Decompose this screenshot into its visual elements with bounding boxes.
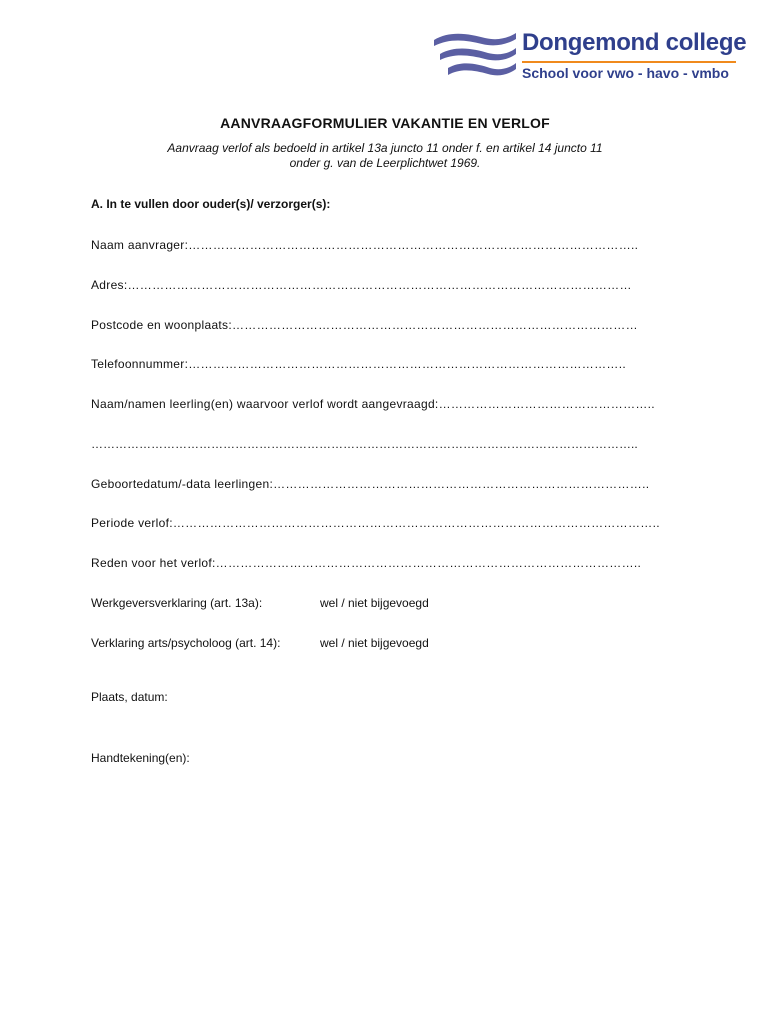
section-a-heading: A. In te vullen door ouder(s)/ verzorger(s):	[91, 197, 331, 211]
werkgeversverklaring-label: Werkgeversverklaring (art. 13a):	[91, 596, 263, 610]
logo-school-name: Dongemond college	[522, 29, 747, 56]
form-title: AANVRAAGFORMULIER VAKANTIE EN VERLOF	[220, 115, 550, 131]
plaats-datum-label: Plaats, datum:	[91, 690, 168, 704]
field-naam-aanvrager[interactable]: Naam aanvrager:………………………………………………………………………………………………..	[91, 238, 639, 252]
field-naam-leerling[interactable]: Naam/namen leerling(en) waarvoor verlof wordt aangevraagd:……………………………………………..	[91, 397, 655, 411]
wave-logo-icon	[430, 30, 518, 84]
field-reden-verlof[interactable]: Reden voor het verlof:…………………………………………………………………………………………..	[91, 556, 642, 570]
field-adres[interactable]: Adres:……………………………………………………………………………………………………………	[91, 278, 632, 292]
school-logo	[430, 28, 745, 84]
verklaring-arts-label: Verklaring arts/psycholoog (art. 14):	[91, 636, 281, 650]
logo-tagline: School voor vwo - havo - vmbo	[522, 65, 729, 81]
form-subtitle	[130, 141, 640, 171]
field-postcode-woonplaats[interactable]: Postcode en woonplaats:………………………………………………………………………………………	[91, 318, 638, 332]
field-geboortedatum[interactable]: Geboortedatum/-data leerlingen:………………………………………………………………………………..	[91, 477, 650, 491]
logo-accent-line	[522, 61, 736, 63]
verklaring-arts-choice[interactable]: wel / niet bijgevoegd	[320, 636, 429, 650]
werkgeversverklaring-choice[interactable]: wel / niet bijgevoegd	[320, 596, 429, 610]
handtekening-label: Handtekening(en):	[91, 751, 190, 765]
field-naam-leerling-extra-line[interactable]: ………………………………………………………………………………………………………………………..	[91, 437, 638, 451]
field-telefoonnummer[interactable]: Telefoonnummer:……………………………………………………………………………………………..	[91, 357, 626, 371]
subtitle-line-1: Aanvraag verlof als bedoeld in artikel 13a juncto 11 onder f. en artikel 14 juncto 11	[167, 141, 603, 155]
subtitle-line-2: onder g. van de Leerplichtwet 1969.	[289, 156, 481, 170]
field-periode-verlof[interactable]: Periode verlof:………………………………………………………………………………………………………..	[91, 516, 660, 530]
